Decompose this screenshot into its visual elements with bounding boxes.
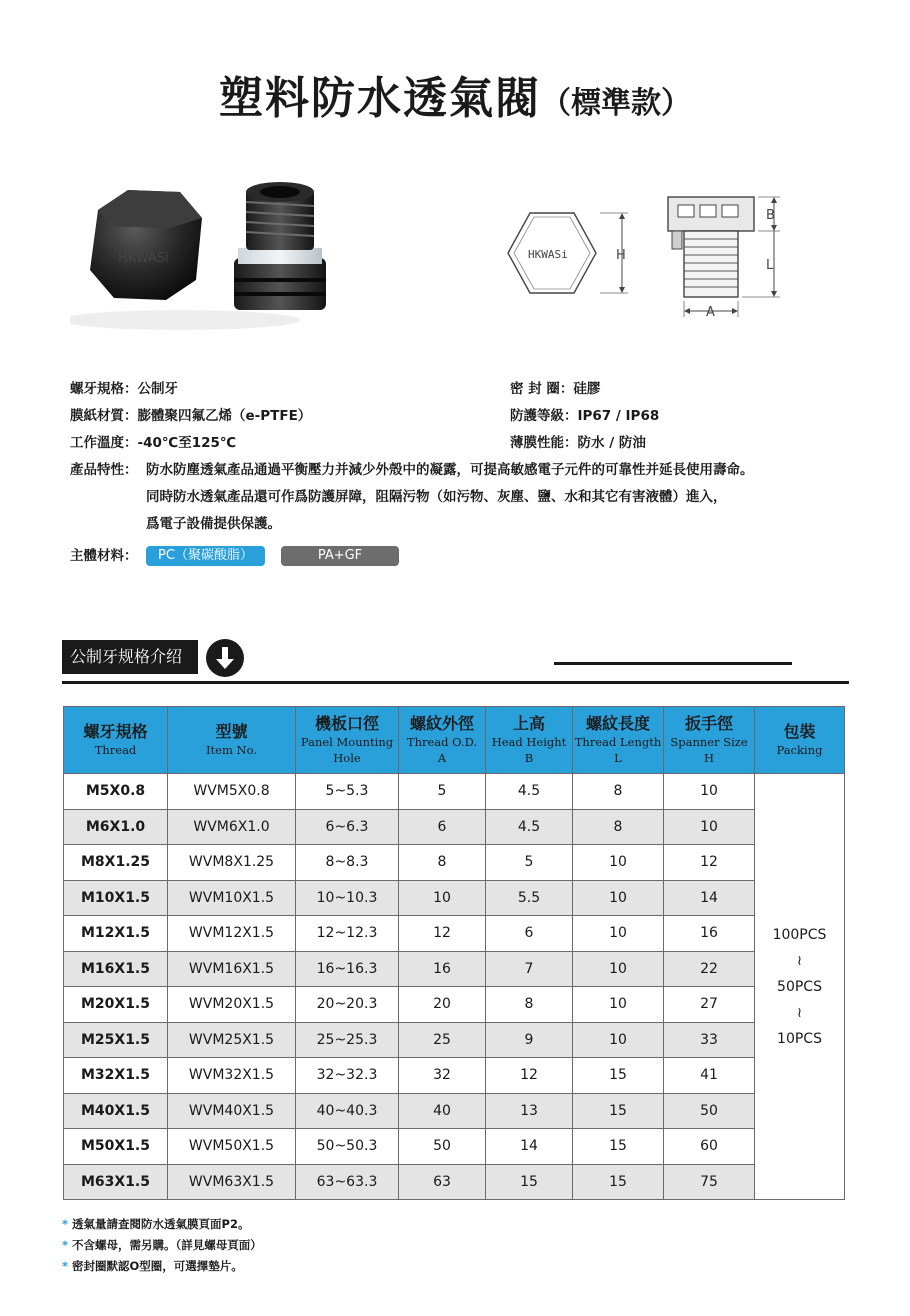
table-cell: 9 <box>486 1022 573 1058</box>
table-row <box>64 880 845 916</box>
table-cell: 32 <box>399 1058 486 1094</box>
table-cell: 41 <box>664 1058 755 1094</box>
spec-feature-label: 產品特性： <box>70 462 138 478</box>
table-cell: 16~16.3 <box>296 951 399 987</box>
packing-cell <box>755 774 845 1200</box>
table-cell: 12 <box>664 845 755 881</box>
table-cell: M63X1.5 <box>64 1164 168 1200</box>
spec-protection-value: IP67 / IP68 <box>577 408 660 424</box>
table-cell: 15 <box>573 1129 664 1165</box>
table-row <box>64 1093 845 1129</box>
table-cell: M40X1.5 <box>64 1093 168 1129</box>
table-cell: 15 <box>486 1164 573 1200</box>
spec-protection <box>510 405 659 427</box>
spec-thread-value: 公制牙 <box>137 381 178 397</box>
table-cell: 16 <box>664 916 755 952</box>
table-cell: M12X1.5 <box>64 916 168 952</box>
table-cell: 50 <box>664 1093 755 1129</box>
table-cell: WVM5X0.8 <box>168 774 296 810</box>
table-cell: 15 <box>573 1058 664 1094</box>
spec-thread <box>70 378 178 400</box>
table-cell: 6~6.3 <box>296 809 399 845</box>
page-title <box>0 62 910 126</box>
header-panel-hole: 機板口徑 Panel Mounting Hole <box>296 707 399 774</box>
header-head-height: 上高 Head Height B <box>486 707 573 774</box>
table-cell: 60 <box>664 1129 755 1165</box>
table-cell: 10 <box>573 845 664 881</box>
spec-film <box>510 432 646 454</box>
table-cell: WVM63X1.5 <box>168 1164 296 1200</box>
drawing-label-l: L <box>766 258 774 273</box>
packing-line: 10PCS <box>777 1030 822 1047</box>
packing-line: ≀ <box>796 952 803 969</box>
section-accent-line <box>554 662 792 665</box>
table-cell: 63 <box>399 1164 486 1200</box>
table-cell: M10X1.5 <box>64 880 168 916</box>
table-row <box>64 1058 845 1094</box>
table-cell: M50X1.5 <box>64 1129 168 1165</box>
packing-line: 100PCS <box>772 926 827 943</box>
table-cell: 10 <box>664 774 755 810</box>
table-cell: 10 <box>573 987 664 1023</box>
header-thread-od: 螺紋外徑 Thread O.D. A <box>399 707 486 774</box>
table-cell: 4.5 <box>486 809 573 845</box>
drawing-brand-text: HKWASi <box>528 248 568 261</box>
header-spanner-size: 扳手徑 Spanner Size H <box>664 707 755 774</box>
table-row <box>64 774 845 810</box>
title-main: 塑料防水透氣閥 <box>219 73 541 124</box>
table-row <box>64 1022 845 1058</box>
table-cell: 25 <box>399 1022 486 1058</box>
table-row <box>64 1164 845 1200</box>
table-cell: WVM12X1.5 <box>168 916 296 952</box>
table-row <box>64 809 845 845</box>
feature-line-3: 爲電子設備提供保護。 <box>146 516 281 532</box>
packing-line: ≀ <box>796 1004 803 1021</box>
product-photo <box>70 170 370 340</box>
spec-temp-value: -40℃至125℃ <box>137 435 237 451</box>
spec-film-value: 防水 / 防油 <box>577 435 646 451</box>
spec-table <box>63 706 845 1200</box>
table-cell: 5 <box>486 845 573 881</box>
table-cell: 14 <box>664 880 755 916</box>
table-cell: 63~63.3 <box>296 1164 399 1200</box>
header-item-no: 型號 Item No. <box>168 707 296 774</box>
table-cell: 6 <box>486 916 573 952</box>
feature-line-2: 同時防水透氣產品還可作爲防護屏障，阻隔污物（如污物、灰塵、鹽、水和其它有害液體）進入， <box>146 489 727 505</box>
header-thread: 螺牙規格 Thread <box>64 707 168 774</box>
table-cell: M5X0.8 <box>64 774 168 810</box>
table-cell: 7 <box>486 951 573 987</box>
footnotes <box>62 1214 262 1277</box>
table-cell: 8~8.3 <box>296 845 399 881</box>
table-cell: 32~32.3 <box>296 1058 399 1094</box>
spec-seal-value: 硅膠 <box>573 381 601 397</box>
table-cell: 50 <box>399 1129 486 1165</box>
table-cell: 10 <box>399 880 486 916</box>
table-cell: WVM32X1.5 <box>168 1058 296 1094</box>
packing-line: 50PCS <box>777 978 822 995</box>
table-cell: 10 <box>573 951 664 987</box>
feature-line-1: 防水防塵透氣產品通過平衡壓力并減少外殼中的凝露，可提高敏感電子元件的可靠性并延長使用壽命。 <box>146 462 754 478</box>
drawing-label-h: H <box>616 248 626 263</box>
section-title: 公制牙规格介绍 <box>62 640 198 674</box>
table-header-row <box>64 707 845 774</box>
table-cell: M20X1.5 <box>64 987 168 1023</box>
photo-brand-text: HKWASi <box>118 251 169 266</box>
table-cell: 12~12.3 <box>296 916 399 952</box>
header-thread-length: 螺紋長度 Thread Length L <box>573 707 664 774</box>
table-cell: 4.5 <box>486 774 573 810</box>
spec-film-label: 薄膜性能： <box>510 435 578 451</box>
table-cell: 75 <box>664 1164 755 1200</box>
table-cell: 33 <box>664 1022 755 1058</box>
drawing-label-a: A <box>706 305 715 320</box>
material-pill-pc: PC（聚碳酸脂） <box>146 546 265 566</box>
table-cell: 10 <box>573 916 664 952</box>
table-cell: 5~5.3 <box>296 774 399 810</box>
title-sub: （標準款） <box>541 86 691 121</box>
table-row <box>64 916 845 952</box>
table-cell: WVM20X1.5 <box>168 987 296 1023</box>
spec-seal-label: 密 封 圈： <box>510 381 574 397</box>
table-cell: M25X1.5 <box>64 1022 168 1058</box>
table-cell: 27 <box>664 987 755 1023</box>
table-cell: M16X1.5 <box>64 951 168 987</box>
table-cell: WVM8X1.25 <box>168 845 296 881</box>
header-packing: 包裝 Packing <box>755 707 845 774</box>
table-cell: 8 <box>573 809 664 845</box>
table-cell: 10~10.3 <box>296 880 399 916</box>
table-cell: WVM16X1.5 <box>168 951 296 987</box>
spec-material-label: 主體材料： <box>70 548 138 564</box>
table-cell: 10 <box>664 809 755 845</box>
table-cell: 15 <box>573 1093 664 1129</box>
spec-temp-label: 工作溫度： <box>70 435 138 451</box>
table-row <box>64 951 845 987</box>
spec-temp <box>70 432 236 454</box>
spec-membrane-label: 膜紙材質： <box>70 408 138 424</box>
table-cell: 20~20.3 <box>296 987 399 1023</box>
spec-membrane-value: 膨體聚四氟乙烯（e-PTFE） <box>137 408 312 424</box>
table-cell: 20 <box>399 987 486 1023</box>
table-cell: 15 <box>573 1164 664 1200</box>
spec-thread-label: 螺牙規格： <box>70 381 138 397</box>
table-cell: 14 <box>486 1129 573 1165</box>
table-cell: 8 <box>399 845 486 881</box>
table-row <box>64 987 845 1023</box>
footnote: * 透氣量請查閱防水透氣膜頁面P2。 <box>62 1217 250 1231</box>
table-cell: M8X1.25 <box>64 845 168 881</box>
drawing-label-b: B <box>766 208 775 223</box>
table-cell: 22 <box>664 951 755 987</box>
table-cell: WVM40X1.5 <box>168 1093 296 1129</box>
table-cell: WVM6X1.0 <box>168 809 296 845</box>
table-cell: 50~50.3 <box>296 1129 399 1165</box>
spec-seal <box>510 378 600 400</box>
table-cell: 16 <box>399 951 486 987</box>
table-cell: 40 <box>399 1093 486 1129</box>
table-row <box>64 1129 845 1165</box>
table-cell: M6X1.0 <box>64 809 168 845</box>
table-cell: WVM10X1.5 <box>168 880 296 916</box>
table-cell: 10 <box>573 880 664 916</box>
material-pill-pagf: PA+GF <box>281 546 399 566</box>
table-cell: M32X1.5 <box>64 1058 168 1094</box>
table-cell: 10 <box>573 1022 664 1058</box>
arrow-down-circle-icon <box>206 639 244 677</box>
table-cell: WVM50X1.5 <box>168 1129 296 1165</box>
table-cell: 8 <box>486 987 573 1023</box>
table-cell: 25~25.3 <box>296 1022 399 1058</box>
spec-protection-label: 防護等級： <box>510 408 578 424</box>
table-cell: WVM25X1.5 <box>168 1022 296 1058</box>
section-divider <box>62 681 849 684</box>
table-cell: 12 <box>399 916 486 952</box>
table-cell: 40~40.3 <box>296 1093 399 1129</box>
table-cell: 12 <box>486 1058 573 1094</box>
footnote: * 密封圈默認O型圈，可選擇墊片。 <box>62 1259 243 1273</box>
table-cell: 6 <box>399 809 486 845</box>
table-cell: 5 <box>399 774 486 810</box>
table-row <box>64 845 845 881</box>
table-cell: 5.5 <box>486 880 573 916</box>
table-cell: 13 <box>486 1093 573 1129</box>
table-cell: 8 <box>573 774 664 810</box>
footnote: * 不含螺母，需另購。（詳見螺母頁面） <box>62 1238 262 1252</box>
technical-drawing <box>500 185 800 325</box>
spec-membrane <box>70 405 311 427</box>
table-body <box>64 774 845 1200</box>
